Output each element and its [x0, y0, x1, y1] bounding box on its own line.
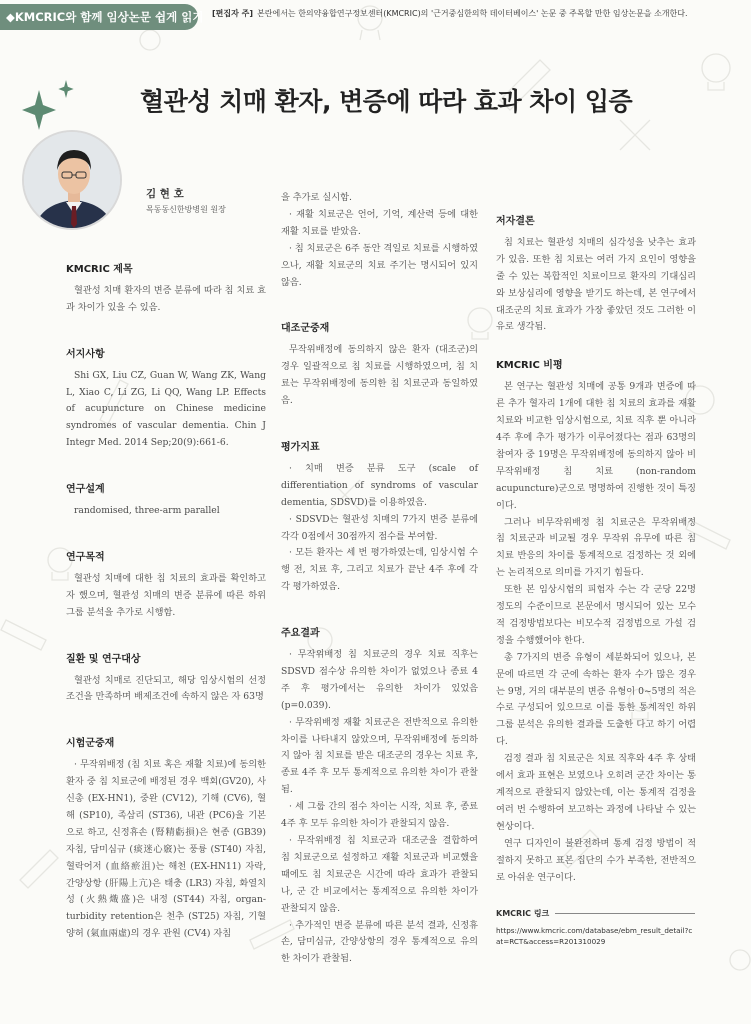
section-body: · 추가적인 변증 분류에 따른 분석 결과, 신정휴손, 담미심규, 간양상항의 경우 통계적으로 유의한 차이가 관찰됨. [281, 919, 478, 965]
author-portrait-image [24, 132, 122, 230]
column-2 [281, 190, 478, 968]
series-badge: ◆KMCRIC와 함께 임상논문 쉽게 읽기 [0, 4, 198, 30]
section-body: 연구 디자인이 불완전하며 통계 검정 방법이 적절하지 못하고 표본 집단의 수가 부족한, 전반적으로 아쉬운 연구이다. [496, 837, 696, 883]
editor-note-text: 본란에서는 한의약융합연구정보센터(KMCRIC)의 '근거중심한의학 데이터베이스' 논문 중 주목할 만한 임상논문을 소개한다. [257, 9, 688, 18]
divider [555, 913, 695, 914]
kmcric-link-box [496, 906, 696, 947]
section-body: · 세 그룹 간의 점수 차이는 시작, 치료 후, 종료 4주 후 모두 유의한 차이가 관찰되지 않음. [281, 801, 478, 830]
section-heading: 질환 및 연구대상 [66, 653, 141, 665]
section-heading: 서지사항 [66, 348, 105, 360]
column-1 [66, 262, 266, 943]
section-body: · 무작위배정 (침 치료 혹은 재활 치료)에 동의한 환자 중 침 치료군에 배정된 경우 백회(GV20), 사신총 (EX-HN1), 중완 (CV12), 기해 (CV6), 혈해 (SP10), 족삼리 (ST36), 내관 (PC6)을 기본으로 하고, 신정휴손 (腎精虧損)은 현종 (GB39) 자침, 담미심규 (痰迷心竅)는 풍륭 (ST40) 자침, 혈락어저 (血絡瘀沮)는 해천 (EX-HN11) 자락, 간양상항 (肝陽上亢)은 태충 (LR3) 자침, 화열치성 (火熱熾盛)은 내정 (ST44) 자침, organ-turbidity retention은 천추 (ST25) 자침, 기혈양허 (氣血兩虛)의 경우 관원 (CV4) 자침 [66, 759, 266, 940]
section-heading: 주요결과 [281, 628, 320, 640]
section-heading: 연구설계 [66, 484, 105, 496]
section-heading: 대조군중재 [281, 323, 330, 335]
kmcric-link-url[interactable]: https://www.kmcric.com/database/ebm_result_detail?cat=RCT&access=R201310029 [496, 926, 693, 947]
author-photo [22, 130, 122, 230]
section-body: · 무작위배정 침 치료군과 대조군을 결합하여 침 치료군으로 설정하고 재활 치료군과 비교했을 때에도 침 치료군은 시간에 따라 효과가 관찰되나, 군 간 비교에서는 통계적으로 유의한 차이가 관찰되지 않음. [281, 835, 478, 914]
section-body: 을 추가로 실시함. [281, 192, 352, 203]
author-affiliation: 목동동신한방병원 원장 [146, 205, 226, 214]
section-body: 무작위배정에 동의하지 않은 환자 (대조군)의 경우 일괄적으로 침 치료를 시행하였으며, 침 치료는 무작위배정에 동의한 침 치료군과 동일하였음. [281, 344, 478, 407]
section-heading: KMCRIC 제목 [66, 264, 133, 275]
kmcric-link-label: KMCRIC 링크 [496, 909, 550, 919]
section-body: 혈관성 치매 환자의 변증 분류에 따라 침 치료 효과 차이가 있을 수 있음. [66, 284, 266, 313]
author-name: 김 현 호 [146, 188, 184, 200]
sparkle-icon [58, 80, 74, 98]
section-heading: 시험군중재 [66, 738, 115, 750]
section-body: 총 7가지의 변증 유형이 세분화되어 있으나, 본문에 따르면 각 군에 속하는 환자 수가 많은 경우는 9명, 거의 대부분의 변증 유형이 0~5명의 적은 수로 구성되어 있으므로 이를 통한 통계적인 하위 그룹 분석은 유의한 결과를 도출한 다고 하기 어렵다. [496, 651, 696, 748]
section-body: 본 연구는 혈관성 치매에 공통 9개과 변증에 따른 추가 혈자리 1개에 대한 침 치료의 효과를 재활 치료와 비교한 임상시험으로, 치료 직후 뿐 아니라 4주 후에 추가 평가가 이루어졌다는 점과 63명의 참여자 중 19명은 무작위배정에 동의하지 않아 비무작위배정 침 치료 (non-random acupuncture)군으로 명명하여 진행한 것이 특징이다. [496, 381, 696, 511]
section-body: · 침 치료군은 6주 동안 격일로 치료를 시행하였으나, 재활 치료군의 치료 주기는 명시되어 있지 않음. [281, 242, 478, 288]
section-body: 침 치료는 혈관성 치매의 심각성을 낮추는 효과가 있음. 또한 침 치료는 여러 가지 요인이 영향을 줄 수 있는 복합적인 치료이므로 환자의 기대심리와 보상심리에 영향을 받기도 하는데, 본 연구에서 대조군의 치료 효과가 가장 좋았던 것도 그러한 이유로 생각됨. [496, 236, 696, 333]
section-body: · 재활 치료군은 언어, 기억, 계산력 등에 대한 재활 치료를 받았음. [281, 208, 478, 237]
section-body: 그러나 비무작위배정 침 치료군은 무작위배정 침 치료군과 비교될 경우 무작위 유무에 따른 침 치료 반응의 차이를 통계적으로 검정하는 것 외에는 논리적으로 의미를 가지기 힘들다. [496, 516, 696, 579]
page-title: 혈관성 치매 환자, 변증에 따라 효과 차이 입증 [140, 87, 633, 116]
section-body: 또한 본 임상시험의 피험자 수는 각 군당 22명 정도의 수준이므로 본문에서 명시되어 있는 모수적 검정방법보다는 비모수적 검정법으로 가설 검정을 수행했어야 한다. [496, 584, 696, 646]
section-heading: 평가지표 [281, 441, 320, 453]
editor-note-tag: [편집자 주] [212, 9, 254, 18]
editor-note [212, 8, 747, 19]
section-body: 혈관성 치매에 대한 침 치료의 효과를 확인하고자 했으며, 혈관성 치매의 변증 분류에 따른 하위 그룹 분석을 추가로 시행함. [66, 572, 266, 618]
section-body: 검정 결과 침 치료군은 치료 직후와 4주 후 상태에서 효과 표현은 보였으나 오히려 군간 차이는 통계적으로 관찰되지 않았는데, 이는 통계적 검정을 여러 번 수행하여 보고하는 과정에 나타날 수 있는 현상이다. [496, 753, 696, 832]
section-body: 혈관성 치매로 진단되고, 해당 임상시험의 선정조건을 만족하며 배제조건에 속하지 않은 자 63명 [66, 674, 266, 703]
section-heading: 연구목적 [66, 551, 105, 563]
section-body: Shi GX, Liu CZ, Guan W, Wang ZK, Wang L, Xiao C, Li ZG, Li QQ, Wang LP. Effects of acupuncture on Chinese medicine syndromes of vascular dementia. Chin J Integr Med. 2014 Sep;20(9):661-6. [66, 369, 266, 449]
section-body: · 무작위배정 재활 치료군은 전반적으로 유의한 차이를 나타내지 않았으며, 무작위배정에 동의하지 않아 침 치료를 받은 대조군의 경우는 치료 후, 종료 4주 후 모두 통계적으로 유의한 차이가 관찰됨. [281, 716, 478, 796]
sparkle-icon [22, 90, 56, 130]
section-heading: 저자결론 [496, 216, 535, 227]
section-body: · SDSVD는 혈관성 치매의 7가지 변증 분류에 각각 0점에서 30점까지 점수를 부여함. [281, 513, 478, 542]
section-body: randomised, three-arm parallel [74, 505, 220, 517]
column-3 [496, 214, 696, 947]
section-body: · 치매 변증 분류 도구 (scale of differentiation of syndroms of vascular dementia, SDSVD)를 이용하였음. [281, 462, 478, 508]
section-body: · 모든 환자는 세 번 평가하였는데, 임상시험 수행 전, 치료 후, 그리고 치료가 끝난 4주 후에 각각 평가하였음. [281, 547, 478, 593]
section-body: · 무작위배정 침 치료군의 경우 치료 직후는 SDSVD 점수상 유의한 차이가 없었으나 종료 4주 후 평가에서는 유의한 차이가 있었음(p=0.039). [281, 649, 478, 711]
section-heading: KMCRIC 비평 [496, 360, 563, 372]
